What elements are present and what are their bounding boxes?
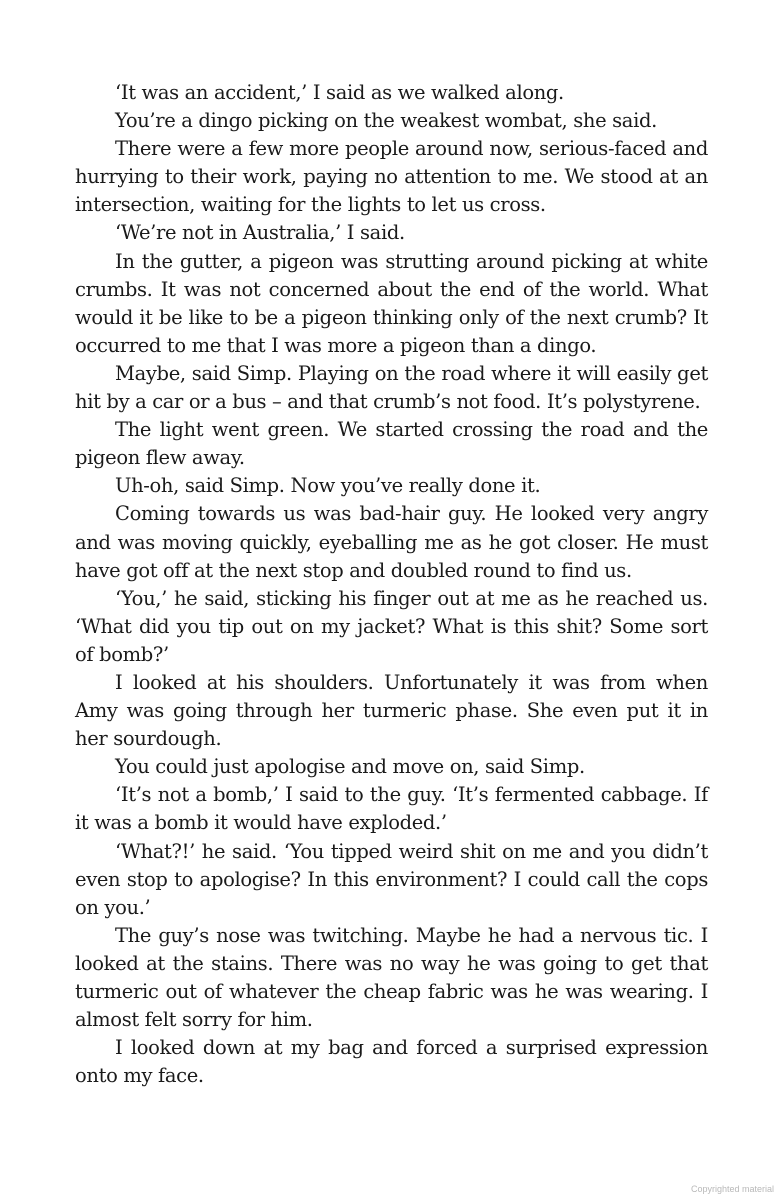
paragraph: You’re a dingo picking on the weakest wombat, she said.	[115, 109, 657, 133]
paragraph: You could just apologise and move on, said Simp.	[115, 755, 585, 779]
paragraph: ‘We’re not in Australia,’ I said.	[115, 221, 405, 245]
paragraph: I looked at his shoulders. Unfortunately it was from when Amy was going through her turmeric phase. She even put it in her sourdough.	[75, 670, 708, 751]
paragraph: The guy’s nose was twitching. Maybe he had a nervous tic. I looked at the stains. There was no way he was going to get that turmeric out of whatever the cheap fabric was he was wearing. I almost felt sorry for him.	[75, 923, 708, 1032]
paragraph: Maybe, said Simp. Playing on the road where it will easily get hit by a car or a bus – and that crumb’s not food. It’s polystyrene.	[75, 361, 708, 414]
paragraph: ‘It’s not a bomb,’ I said to the guy. ‘It’s fermented cabbage. If it was a bomb it would have exploded.’	[75, 783, 708, 835]
book-page-text	[75, 79, 708, 1090]
paragraph: ‘It was an accident,’ I said as we walked along.	[115, 81, 564, 104]
paragraph: There were a few more people around now, serious-faced and hurrying to their work, paying no attention to me. We stood at an intersection, waiting for the lights to let us cross.	[75, 137, 708, 217]
paragraph: The light went green. We started crossing the road and the pigeon flew away.	[75, 418, 708, 470]
paragraph: Uh-oh, said Simp. Now you’ve really done it.	[115, 474, 541, 498]
paragraph: In the gutter, a pigeon was strutting around picking at white crumbs. It was not concerned about the end of the world. What would it be like to be a pigeon thinking only of the next crumb? It occurred to me that I was more a pigeon than a dingo.	[75, 249, 708, 357]
paragraph: I looked down at my bag and forced a surprised expression onto my face.	[75, 1036, 708, 1088]
paragraph: ‘What?!’ he said. ‘You tipped weird shit on me and you didn’t even stop to apologise? In this environment? I could call the cops on you.’	[75, 839, 708, 919]
paragraph: ‘You,’ he said, sticking his finger out at me as he reached us. ‘What did you tip out on my jacket? What is this shit? Some sort of bomb?’	[75, 586, 708, 666]
paragraph: Coming towards us was bad-hair guy. He looked very angry and was moving quickly, eyeballing me as he got closer. He must have got off at the next stop and doubled round to find us.	[75, 502, 708, 582]
copyright-watermark: Copyrighted material	[690, 1184, 774, 1194]
